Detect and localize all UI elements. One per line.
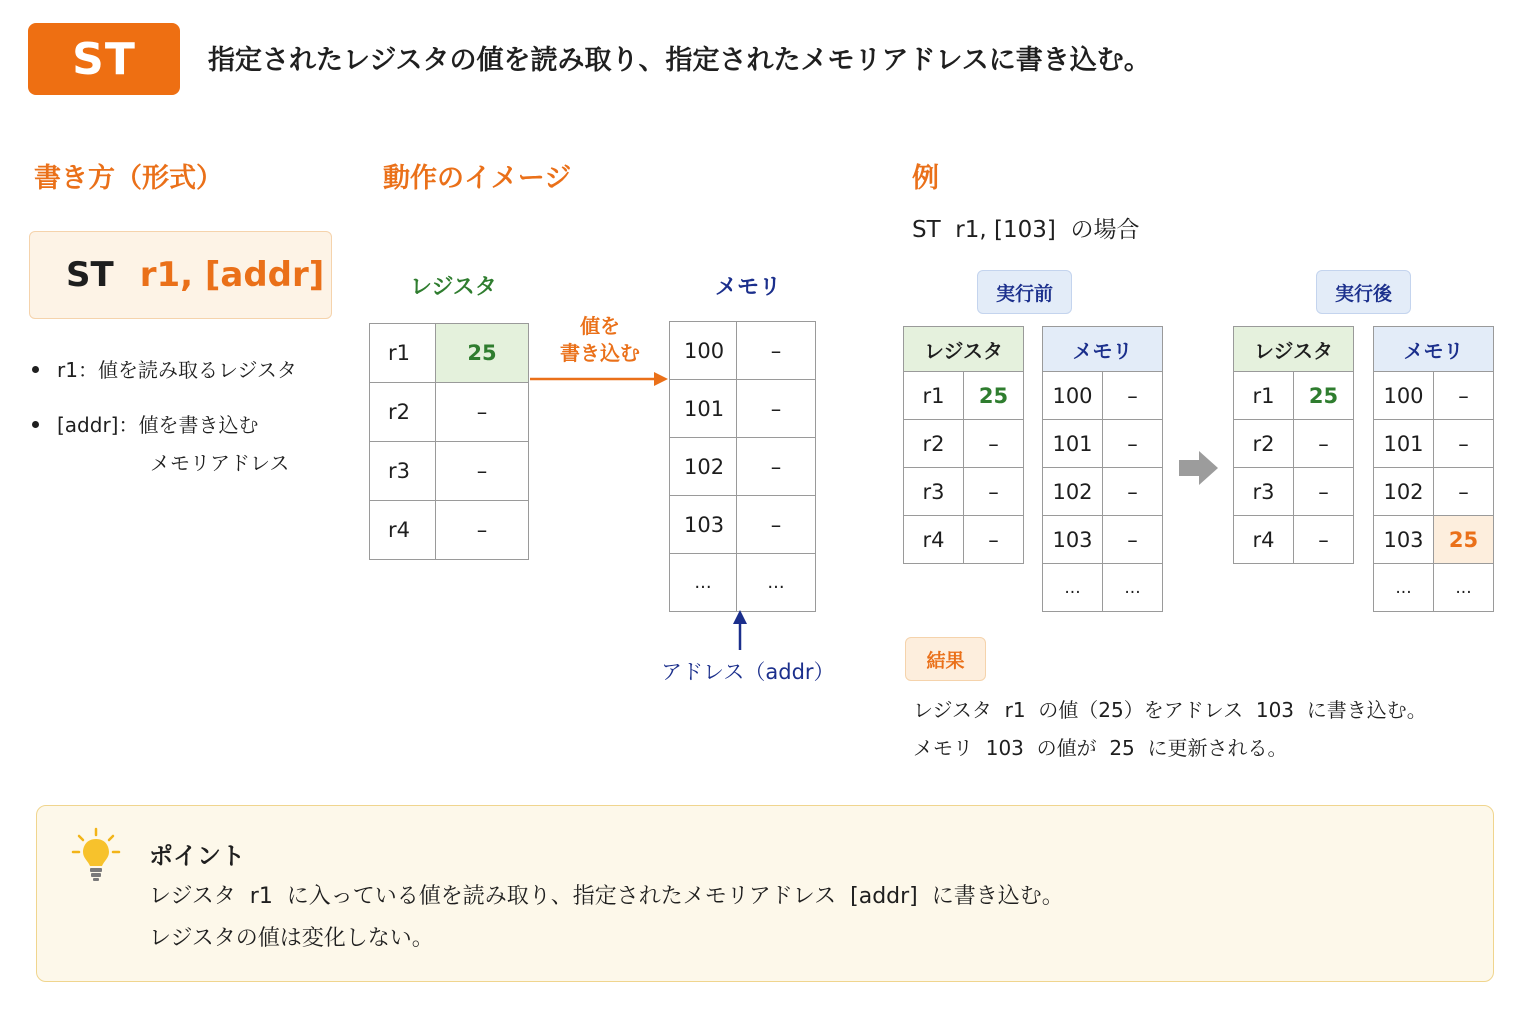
memory-header: メモリ xyxy=(1043,327,1163,372)
memory-address: ... xyxy=(670,554,737,612)
register-value: – xyxy=(964,516,1024,564)
syntax-opcode: ST xyxy=(66,255,114,295)
register-name: r1 xyxy=(1234,372,1294,420)
after-memory-table xyxy=(1373,326,1494,612)
operation-register-label: レジスタ xyxy=(410,275,497,300)
memory-value: ... xyxy=(1103,564,1163,612)
memory-address: 103 xyxy=(670,496,737,554)
write-arrow-label-line1: 値を xyxy=(580,314,620,338)
memory-address: 103 xyxy=(1043,516,1103,564)
memory-address: 101 xyxy=(1043,420,1103,468)
bullet-dot-icon xyxy=(32,421,39,428)
address-arrow-icon xyxy=(730,608,750,652)
before-register-table xyxy=(903,326,1024,564)
register-name: r2 xyxy=(904,420,964,468)
memory-address: ... xyxy=(1374,564,1434,612)
syntax-box xyxy=(29,231,332,319)
register-name: r3 xyxy=(370,442,436,501)
memory-value: ... xyxy=(737,554,816,612)
instruction-badge: ST xyxy=(28,23,180,95)
memory-value: – xyxy=(737,380,816,438)
before-memory-table xyxy=(1042,326,1163,612)
point-title: ポイント xyxy=(149,842,245,870)
register-value: – xyxy=(436,501,529,560)
register-name: r1 xyxy=(370,324,436,383)
memory-value: – xyxy=(1103,420,1163,468)
register-value: 25 xyxy=(436,324,529,383)
after-label: 実行後 xyxy=(1316,270,1411,314)
memory-address: 101 xyxy=(670,380,737,438)
memory-value: – xyxy=(1434,420,1494,468)
example-subtitle: ST r1, [103] の場合 xyxy=(912,217,1140,243)
bullet-dot-icon xyxy=(32,366,39,373)
syntax-bullet-addr-line2: メモリアドレス xyxy=(150,451,290,475)
register-header: レジスタ xyxy=(1234,327,1354,372)
transition-arrow-icon xyxy=(1177,449,1221,487)
syntax-section-title: 書き方（形式） xyxy=(34,163,223,194)
memory-header: メモリ xyxy=(1374,327,1494,372)
syntax-bullet-r1 xyxy=(32,354,297,383)
register-name: r4 xyxy=(370,501,436,560)
result-label: 結果 xyxy=(905,637,986,681)
register-name: r3 xyxy=(1234,468,1294,516)
memory-value: – xyxy=(1103,516,1163,564)
memory-address: 101 xyxy=(1374,420,1434,468)
bullet-text: [addr]：値を書き込む xyxy=(57,413,259,437)
operation-memory-label: メモリ xyxy=(715,275,782,300)
memory-value: ... xyxy=(1434,564,1494,612)
point-line-2: レジスタの値は変化しない。 xyxy=(149,926,434,951)
register-name: r1 xyxy=(904,372,964,420)
register-value: – xyxy=(964,468,1024,516)
register-value: – xyxy=(964,420,1024,468)
lightbulb-icon xyxy=(70,826,122,884)
register-name: r3 xyxy=(904,468,964,516)
address-label: アドレス（addr） xyxy=(661,660,835,684)
write-arrow-label xyxy=(548,313,652,367)
memory-address: 102 xyxy=(1043,468,1103,516)
operation-register-table xyxy=(369,323,529,560)
memory-address: 103 xyxy=(1374,516,1434,564)
memory-address: ... xyxy=(1043,564,1103,612)
memory-value: – xyxy=(1103,372,1163,420)
register-name: r4 xyxy=(904,516,964,564)
write-arrow-icon xyxy=(528,369,670,389)
memory-value: – xyxy=(737,438,816,496)
memory-address: 100 xyxy=(670,322,737,380)
memory-address: 102 xyxy=(1374,468,1434,516)
syntax-operands: r1, [addr] xyxy=(139,255,325,295)
register-value: – xyxy=(436,383,529,442)
memory-address: 100 xyxy=(1043,372,1103,420)
register-value: 25 xyxy=(964,372,1024,420)
memory-address: 102 xyxy=(670,438,737,496)
register-value: – xyxy=(1294,516,1354,564)
register-value: 25 xyxy=(1294,372,1354,420)
register-value: – xyxy=(436,442,529,501)
register-value: – xyxy=(1294,420,1354,468)
before-label: 実行前 xyxy=(977,270,1072,314)
register-name: r4 xyxy=(1234,516,1294,564)
memory-value: – xyxy=(737,496,816,554)
register-header: レジスタ xyxy=(904,327,1024,372)
operation-section-title: 動作のイメージ xyxy=(383,163,572,194)
bullet-text: r1：値を読み取るレジスタ xyxy=(57,358,297,382)
register-name: r2 xyxy=(370,383,436,442)
register-name: r2 xyxy=(1234,420,1294,468)
result-line-2: メモリ 103 の値が 25 に更新される。 xyxy=(913,736,1288,760)
syntax-bullet-addr xyxy=(32,409,258,438)
memory-value: – xyxy=(1434,468,1494,516)
memory-value: – xyxy=(1434,372,1494,420)
memory-value-updated: 25 xyxy=(1434,516,1494,564)
memory-address: 100 xyxy=(1374,372,1434,420)
operation-memory-table xyxy=(669,321,816,612)
write-arrow-label-line2: 書き込む xyxy=(560,341,640,365)
instruction-description: 指定されたレジスタの値を読み取り、指定されたメモリアドレスに書き込む。 xyxy=(208,45,1151,76)
memory-value: – xyxy=(737,322,816,380)
example-section-title: 例 xyxy=(912,163,939,194)
point-line-1: レジスタ r1 に入っている値を読み取り、指定されたメモリアドレス [addr] に書き込む。 xyxy=(149,884,1064,909)
result-line-1: レジスタ r1 の値（25）をアドレス 103 に書き込む。 xyxy=(913,698,1427,722)
memory-value: – xyxy=(1103,468,1163,516)
register-value: – xyxy=(1294,468,1354,516)
after-register-table xyxy=(1233,326,1354,564)
